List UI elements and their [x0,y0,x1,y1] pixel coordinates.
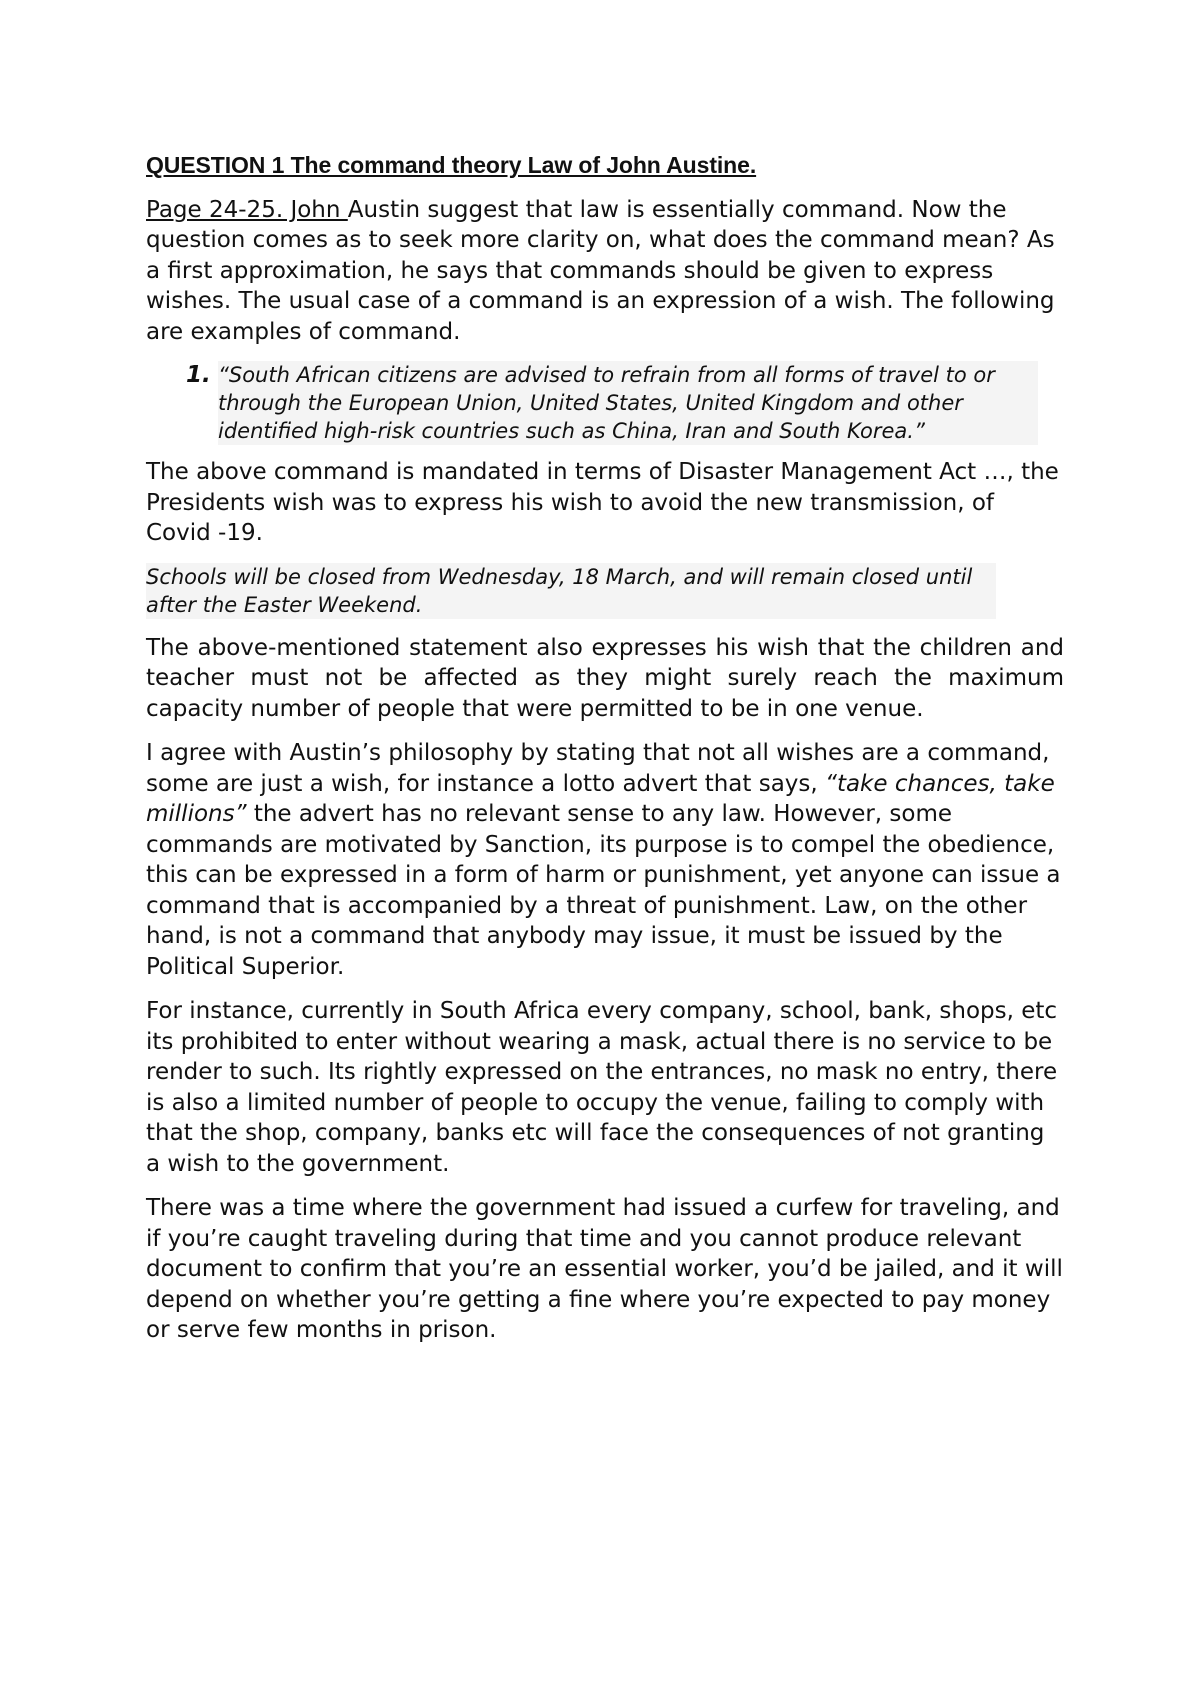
lotto-slogan: “take chances, take millions” [146,770,1055,827]
numbered-list-item [146,361,1064,445]
quoted-command-2: Schools will be closed from Wednesday, 18 March, and will remain closed until after the Easter Weekend. [146,563,996,619]
document-body [146,150,1064,1360]
paragraph-curfew-example: There was a time where the government had issued a curfew for traveling, and if you’re caught traveling during that time and you cannot produce relevant document to confirm that you’re an essential worker, you’d be jailed, and it will depend on whether you’re getting a fine where you’re expected to pay money or serve few months in prison. [146,1195,1063,1343]
intro-paragraph [146,195,1064,348]
quoted-command-1: “South African citizens are advised to refrain from all forms of travel to or through the European Union, United States, United Kingdom and other identified high-risk countries such as China, Iran and South Korea.” [218,361,1038,445]
paragraph-disaster-act: The above command is mandated in terms of Disaster Management Act …, the Presidents wish was to express his wish to avoid the new transmission, of Covid -19. [146,459,1059,546]
paragraph-4-part-1: I agree with Austin’s philosophy by stating that not all wishes are a command, some are just a wish, for instance a lotto advert that says, [146,740,1050,797]
paragraph-austin-philosophy [146,738,1064,982]
document-heading: QUESTION 1 The command theory Law of John Austine. [146,152,757,178]
list-number: 1. [186,362,211,388]
intro-text: Austin suggest that law is essentially command. Now the question comes as to seek more clarity on, what does the command mean? As a first approximation, he says that commands should be given to express wishes. The usual case of a command is an expression of a wish. The following are examples of command. [146,196,1055,345]
paragraph-mask-example: For instance, currently in South Africa every company, school, bank, shops, etc its prohibited to enter without wearing a mask, actual there is no service to be render to such. Its rightly expressed on the entrances, no mask no entry, there is also a limited number of people to occupy the venue, failing to comply with that the shop, company, banks etc will face the consequences of not granting a wish to the government. [146,998,1058,1177]
paragraph-4-part-2: the advert has no relevant sense to any law. However, some commands are motivated by Sanction, its purpose is to compel the obedience, this can be expressed in a form of harm or punishment, yet anyone can issue a command that is accompanied by a threat of punishment. Law, on the other hand, is not a command that anybody may issue, it must be issued by the Political Superior. [146,801,1061,980]
paragraph-above-mentioned: The above-mentioned statement also expresses his wish that the children and teacher must not be affected as they might surely reach the maximum capacity number of people that were permitted to be in one venue. [146,634,1064,722]
page-reference: Page 24-25. John [146,196,348,223]
